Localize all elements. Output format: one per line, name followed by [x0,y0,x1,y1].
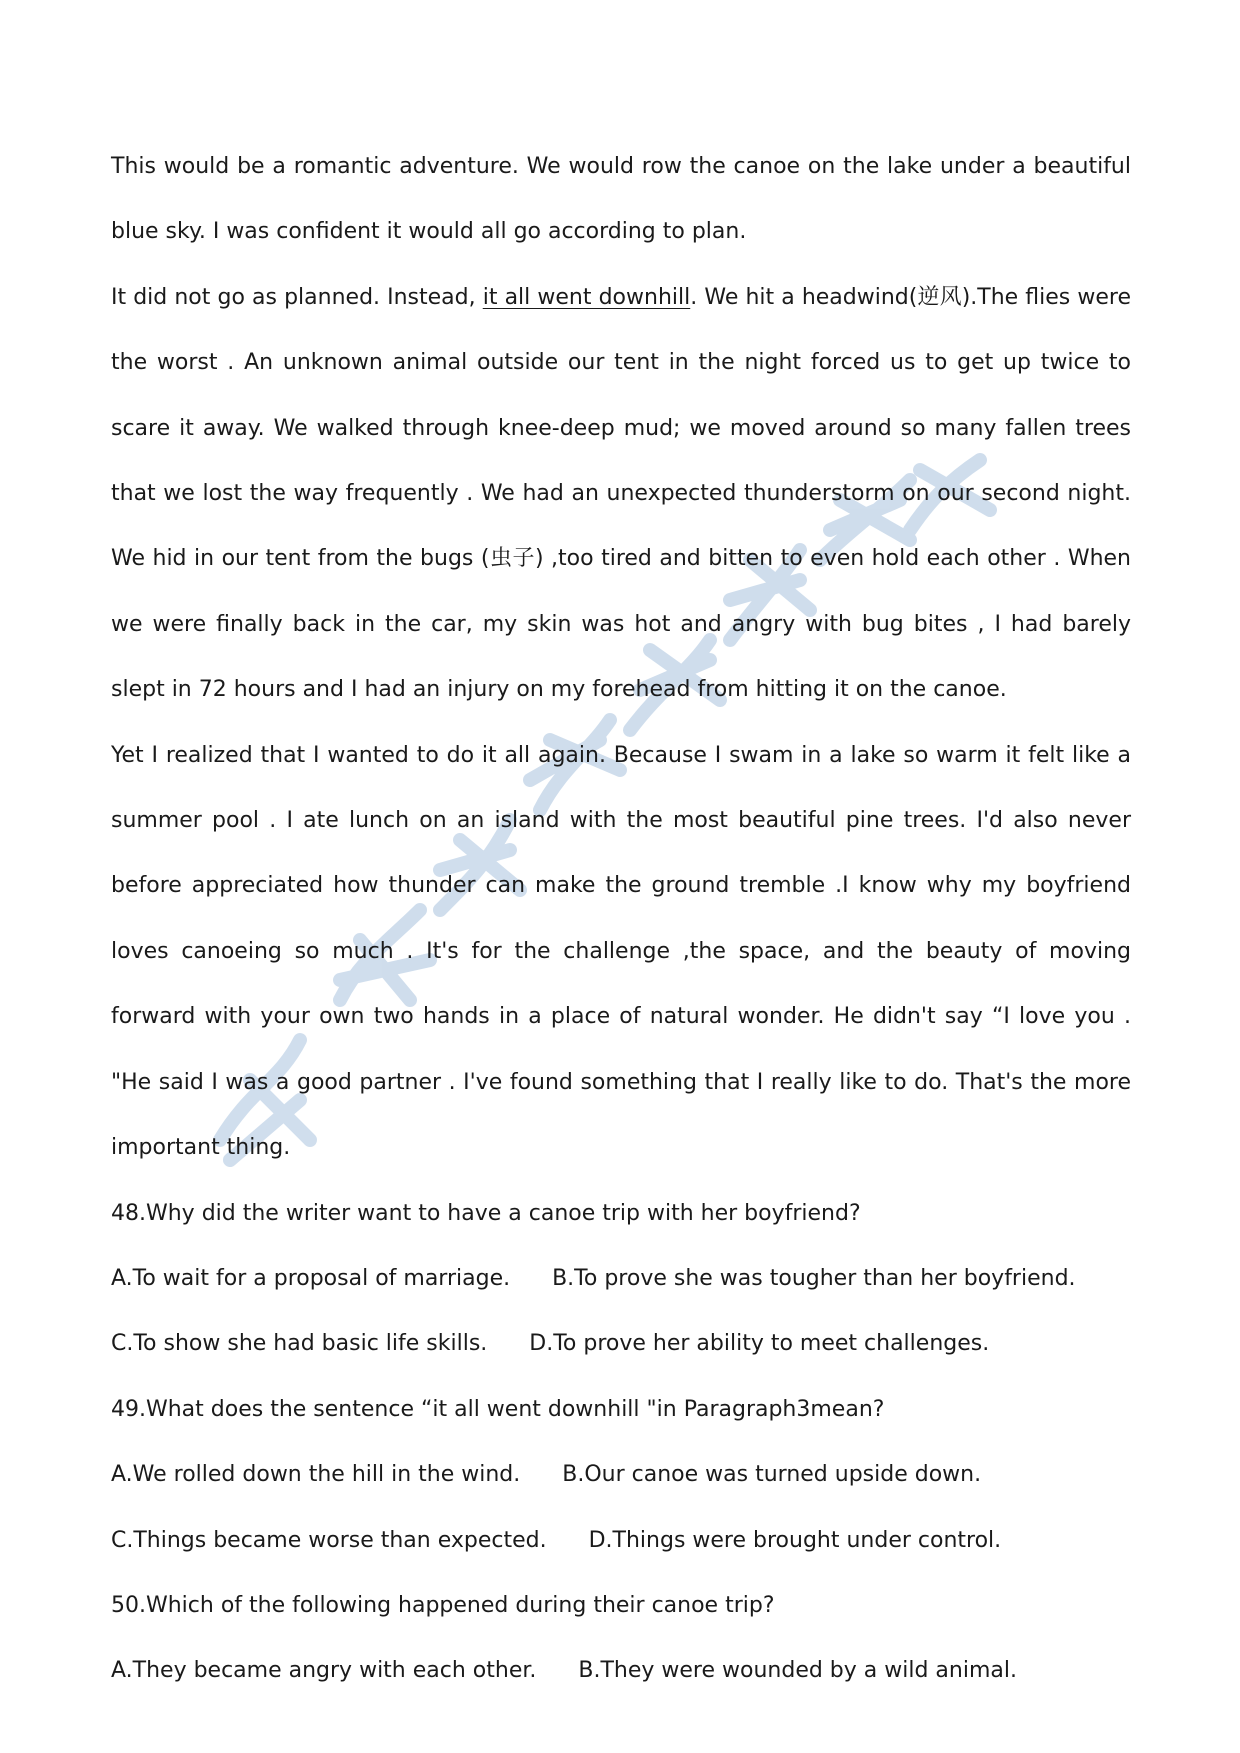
question-50-options-row-1 [111,1638,1131,1703]
question-49-options-row-1 [111,1442,1131,1507]
question-48-option-b: B.To prove she was tougher than her boyfriend. [552,1265,1076,1291]
question-49-options-row-2 [111,1508,1131,1573]
question-49-option-c: C.Things became worse than expected. [111,1527,547,1553]
question-48-option-c: C.To show she had basic life skills. [111,1331,488,1357]
passage-paragraph-2-rest: . We hit a headwind(逆风).The flies were the worst . An unknown animal outside our tent in the night forced us to get up twice to scare it away. We walked through knee-deep mud; we moved around so many fallen trees that we lost the way frequently . We had an unexpected thunderstorm on our second night. We hid in our tent from the bugs (虫子) ,too tired and bitten to even hold each other . When we were finally back in the car, my skin was hot and angry with bug bites , I had barely slept in 72 hours and I had an injury on my forehead from hitting it on the canoe. [111,284,1131,703]
passage-paragraph-2 [111,265,1131,723]
underlined-phrase: it all went downhill [482,284,691,310]
document-body [111,134,1131,1704]
question-50-option-a: A.They became angry with each other. [111,1658,537,1684]
question-48-option-d: D.To prove her ability to meet challenges. [529,1331,990,1357]
question-49-option-d: D.Things were brought under control. [588,1527,1002,1553]
question-50-option-b: B.They were wounded by a wild animal. [578,1658,1017,1684]
passage-paragraph-3: Yet I realized that I wanted to do it all again. Because I swam in a lake so warm it felt like a summer pool . I ate lunch on an island with the most beautiful pine trees. I'd also never before appreciated how thunder can make the ground tremble .I know why my boyfriend loves canoeing so much . It's for the challenge ,the space, and the beauty of moving forward with your own two hands in a place of natural wonder. He didn't say “I love you . "He said I was a good partner . I've found something that I really like to do. That's the more important thing. [111,742,1131,1161]
question-49-stem: 49.What does the sentence “it all went downhill "in Paragraph3mean? [111,1396,885,1422]
question-48-options-row-2 [111,1311,1131,1376]
question-49-option-a: A.We rolled down the hill in the wind. [111,1462,521,1488]
question-49-option-b: B.Our canoe was turned upside down. [562,1462,982,1488]
passage-paragraph-1: This would be a romantic adventure. We would row the canoe on the lake under a beautiful blue sky. I was confident it would all go according to plan. [111,154,1131,245]
question-50-stem: 50.Which of the following happened during their canoe trip? [111,1592,775,1618]
question-48-options-row-1 [111,1246,1131,1311]
passage-paragraph-2-lead: It did not go as planned. Instead, [111,284,483,310]
question-48-option-a: A.To wait for a proposal of marriage. [111,1265,511,1291]
question-48-stem: 48.Why did the writer want to have a canoe trip with her boyfriend? [111,1200,861,1226]
